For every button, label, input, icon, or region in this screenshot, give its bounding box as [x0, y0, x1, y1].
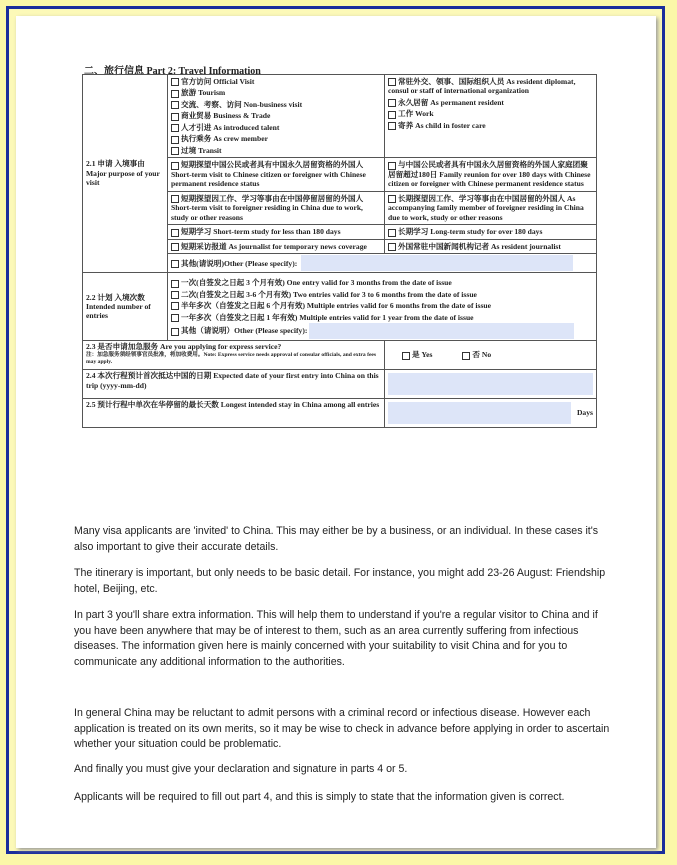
q21-label: 2.1 申请 入境事由 Major purpose of your visit [83, 75, 168, 273]
q25-label: 2.5 预计行程中单次在华停留的最长天数 Longest intended stay in China among all entries [83, 399, 385, 428]
checkbox[interactable] [171, 78, 179, 86]
days-unit: Days [576, 408, 593, 418]
paragraph: The itinerary is important, but only needs to be basic detail. For instance, you might add 23-26 August: Friendship hotel, Beijing, etc. [74, 567, 606, 595]
option-resident-journalist[interactable]: 外国常驻中国新闻机构记者 As resident journalist [385, 239, 597, 253]
q23-label: 2.3 是否申请加急服务 Are you applying for express service? [86, 342, 282, 352]
checkbox[interactable] [171, 243, 179, 251]
option-diplomat[interactable]: 常驻外交、领事、国际组织人员 As resident diplomat, consul or staff of international organization [388, 77, 576, 96]
q21-right-options [385, 75, 597, 158]
option-other[interactable]: 其他(请说明)Other (Please specify): [171, 258, 297, 269]
checkbox[interactable] [171, 124, 179, 132]
option-tourism[interactable]: 旅游 Tourism [171, 87, 381, 98]
option-permanent[interactable]: 永久居留 As permanent resident [388, 97, 593, 108]
checkbox[interactable] [171, 162, 179, 170]
checkbox[interactable] [388, 195, 396, 203]
option-one-entry[interactable]: 一次(自签发之日起 3 个月有效) One entry valid for 3 months from the date of issue [171, 277, 593, 288]
option-short-visit-citizen[interactable]: 短期探望中国公民或者具有中国永久居留资格的外国人 Short-term visit to Chinese citizen or foreigner with Chinese permanent residence status [168, 158, 385, 191]
other-entries-input[interactable] [309, 323, 574, 339]
q24-label: 2.4 本次行程预计首次抵达中国的日期 Expected date of your first entry into China on this trip (yyyy-mm-dd) [83, 370, 385, 399]
checkbox[interactable] [171, 147, 179, 155]
checkbox[interactable] [171, 328, 179, 336]
document-page [16, 16, 656, 848]
arrival-date-input[interactable] [388, 373, 593, 395]
q23-choices [385, 341, 597, 370]
option-foster[interactable]: 寄养 As child in foster care [388, 120, 593, 131]
paragraph: In part 3 you'll share extra information. This will help them to understand if you're a regular visitor to China and if you have been anywhere that may be of interest to them, such as an area currently suffering from infectious diseases. The information given here is mainly concerned with your suitability to visit China and for you to communicate any additional information to the authorities. [74, 609, 598, 668]
checkbox[interactable] [171, 195, 179, 203]
checkbox[interactable] [171, 291, 179, 299]
checkbox[interactable] [388, 122, 396, 130]
q23-note: 注：加急服务须经领事官员批准，将加收费用。Note: Express service needs approval of consular officials, and extra fees may apply. [86, 351, 377, 365]
longest-stay-input[interactable] [388, 402, 571, 424]
q21-other-row [168, 254, 597, 273]
q24-cell [385, 370, 597, 399]
option-long-study[interactable]: 长期学习 Long-term study for over 180 days [385, 225, 597, 239]
option-official-visit[interactable]: 官方访问 Official Visit [171, 76, 381, 87]
travel-info-form [82, 74, 597, 428]
checkbox[interactable] [388, 78, 396, 86]
option-transit[interactable]: 过境 Transit [171, 145, 381, 156]
option-family-reunion[interactable]: 与中国公民或者具有中国永久居留资格的外国人家庭团聚居留超过180日 Family reunion for over 180 days with Chinese citizen or foreigner with Chinese permanent residence status [385, 158, 597, 191]
checkbox[interactable] [171, 280, 179, 288]
option-six-month-multiple[interactable]: 半年多次（自签发之日起 6 个月有效) Multiple entries valid for 6 months from the date of issue [171, 300, 593, 311]
checkbox[interactable] [171, 302, 179, 310]
checkbox[interactable] [388, 111, 396, 119]
option-accompanying-family[interactable]: 长期探望因工作、学习等事由在中国居留的外国人 As accompanying family member of foreigner residing in China due to work, study or other reasons [385, 191, 597, 224]
option-one-year-multiple[interactable]: 一年多次（自签发之日起 1 年有效) Multiple entries valid for 1 year from the date of issue [171, 312, 593, 323]
option-no[interactable]: 否 No [462, 350, 491, 359]
option-short-visit-foreigner[interactable]: 短期探望因工作、学习等事由在中国停留居留的外国人 Short-term visit to foreigner residing in China due to work, study or other reasons [168, 191, 385, 224]
checkbox[interactable] [171, 229, 179, 237]
checkbox[interactable] [171, 260, 179, 268]
q25-cell [385, 399, 597, 428]
checkbox[interactable] [388, 99, 396, 107]
q23-cell [83, 341, 385, 370]
option-non-business[interactable]: 交流、考察、访问 Non-business visit [171, 99, 381, 110]
checkbox[interactable] [388, 243, 396, 251]
checkbox[interactable] [171, 113, 179, 121]
checkbox[interactable] [171, 101, 179, 109]
paragraph: In general China may be reluctant to admit persons with a criminal record or infectious disease. However each application is treated on its own merits, so it may be wise to check in advance before applying in order to ascertain whether your situation could be problematic. [74, 707, 610, 750]
checkbox[interactable] [402, 352, 410, 360]
option-work[interactable]: 工作 Work [388, 108, 593, 119]
paragraph: Applicants will be required to fill out part 4, and this is simply to state that the information given is correct. [74, 791, 565, 803]
option-entries-other[interactable]: 其他（请说明）Other (Please specify): [171, 325, 307, 336]
option-crew[interactable]: 执行乘务 As crew member [171, 133, 381, 144]
checkbox[interactable] [171, 314, 179, 322]
option-yes[interactable]: 是 Yes [402, 350, 432, 359]
part-title: 二、旅行信息 Part 2: Travel Information [84, 66, 261, 77]
option-business[interactable]: 商业贸易 Business & Trade [171, 110, 381, 121]
paragraph: And finally you must give your declaration and signature in parts 4 or 5. [74, 763, 408, 775]
checkbox[interactable] [171, 90, 179, 98]
checkbox[interactable] [388, 229, 396, 237]
q21-left-options [168, 75, 385, 158]
checkbox[interactable] [388, 162, 396, 170]
option-two-entries[interactable]: 二次(自签发之日起 3-6 个月有效) Two entries valid for 3 to 6 months from the date of issue [171, 289, 593, 300]
option-short-study[interactable]: 短期学习 Short-term study for less than 180 days [168, 225, 385, 239]
option-talent[interactable]: 人才引进 As introduced talent [171, 122, 381, 133]
option-temp-journalist[interactable]: 短期采访报道 As journalist for temporary news coverage [168, 239, 385, 253]
q22-label: 2.2 计划 入境次数 Intended number of entries [83, 273, 168, 341]
checkbox[interactable] [171, 136, 179, 144]
paragraph: Many visa applicants are 'invited' to China. This may either be by a business, or an individual. In these cases it's also important to give their accurate details. [74, 525, 599, 553]
other-purpose-input[interactable] [301, 255, 573, 271]
checkbox[interactable] [462, 352, 470, 360]
q22-options [168, 273, 597, 341]
